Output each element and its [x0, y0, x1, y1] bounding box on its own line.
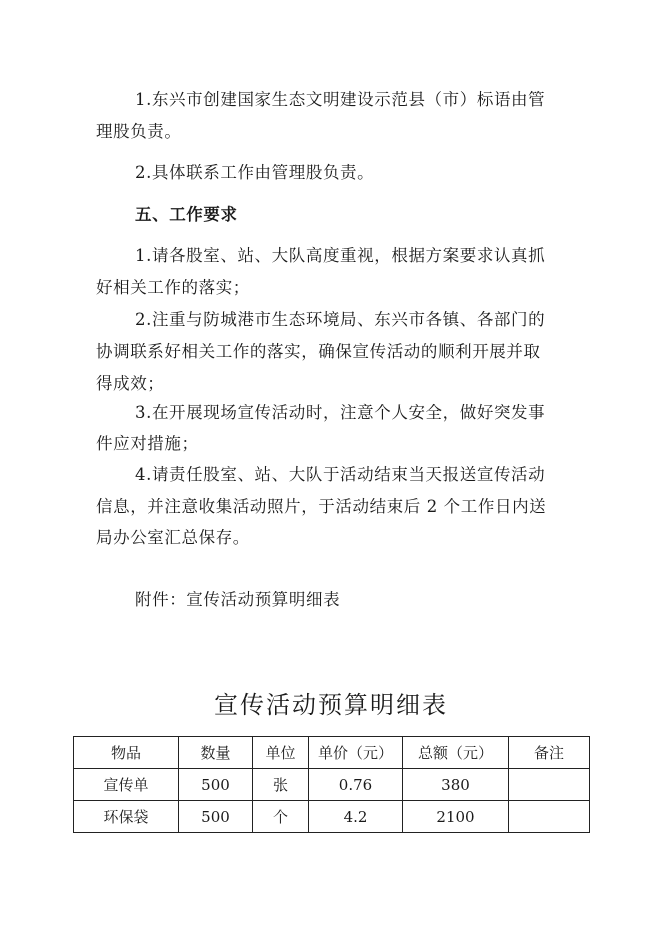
- table-cell: 500: [179, 801, 253, 833]
- header-cell: 备注: [509, 737, 590, 769]
- table-cell: 380: [403, 769, 509, 801]
- header-cell: 总额（元）: [403, 737, 509, 769]
- section-heading: 五、工作要求: [135, 205, 238, 224]
- requirement-2-line-2: 协调联系好相关工作的落实，确保宣传活动的顺利开展并取: [96, 342, 541, 361]
- table-row: [74, 801, 590, 833]
- table-cell: 500: [179, 769, 253, 801]
- budget-table: [73, 736, 590, 833]
- requirement-3-line-1: 3.在开展现场宣传活动时，注意个人安全，做好突发事: [135, 403, 546, 422]
- requirement-1-line-2: 好相关工作的落实；: [96, 278, 250, 297]
- paragraph-2: 2.具体联系工作由管理股负责。: [135, 163, 375, 182]
- requirement-2-line-1: 2.注重与防城港市生态环境局、东兴市各镇、各部门的: [135, 310, 546, 329]
- table-cell: 0.76: [309, 769, 403, 801]
- paragraph-1-line-2: 理股负责。: [96, 122, 182, 141]
- header-cell: 数量: [179, 737, 253, 769]
- table-cell: [509, 769, 590, 801]
- requirement-1-line-1: 1.请各股室、站、大队高度重视，根据方案要求认真抓: [135, 246, 546, 265]
- table-cell: 4.2: [309, 801, 403, 833]
- requirement-4-line-3: 局办公室汇总保存。: [96, 528, 250, 547]
- table-row: [74, 769, 590, 801]
- table-cell: 环保袋: [74, 801, 179, 833]
- table-cell: 2100: [403, 801, 509, 833]
- requirement-3-line-2: 件应对措施；: [96, 434, 199, 453]
- table-cell: [509, 801, 590, 833]
- header-cell: 单位: [253, 737, 309, 769]
- table-title: 宣传活动预算明细表: [214, 691, 448, 719]
- paragraph-1-line-1: 1.东兴市创建国家生态文明建设示范县（市）标语由管: [135, 90, 546, 109]
- table-cell: 个: [253, 801, 309, 833]
- header-cell: 单价（元）: [309, 737, 403, 769]
- requirement-2-line-3: 得成效；: [96, 374, 165, 393]
- table-cell: 张: [253, 769, 309, 801]
- attachment-note: 附件：宣传活动预算明细表: [135, 590, 341, 609]
- table-header-row: [74, 737, 590, 769]
- header-cell: 物品: [74, 737, 179, 769]
- requirement-4-line-2: 信息，并注意收集活动照片，于活动结束后 2 个工作日内送: [96, 497, 547, 516]
- requirement-4-line-1: 4.请责任股室、站、大队于活动结束当天报送宣传活动: [135, 465, 546, 484]
- table-cell: 宣传单: [74, 769, 179, 801]
